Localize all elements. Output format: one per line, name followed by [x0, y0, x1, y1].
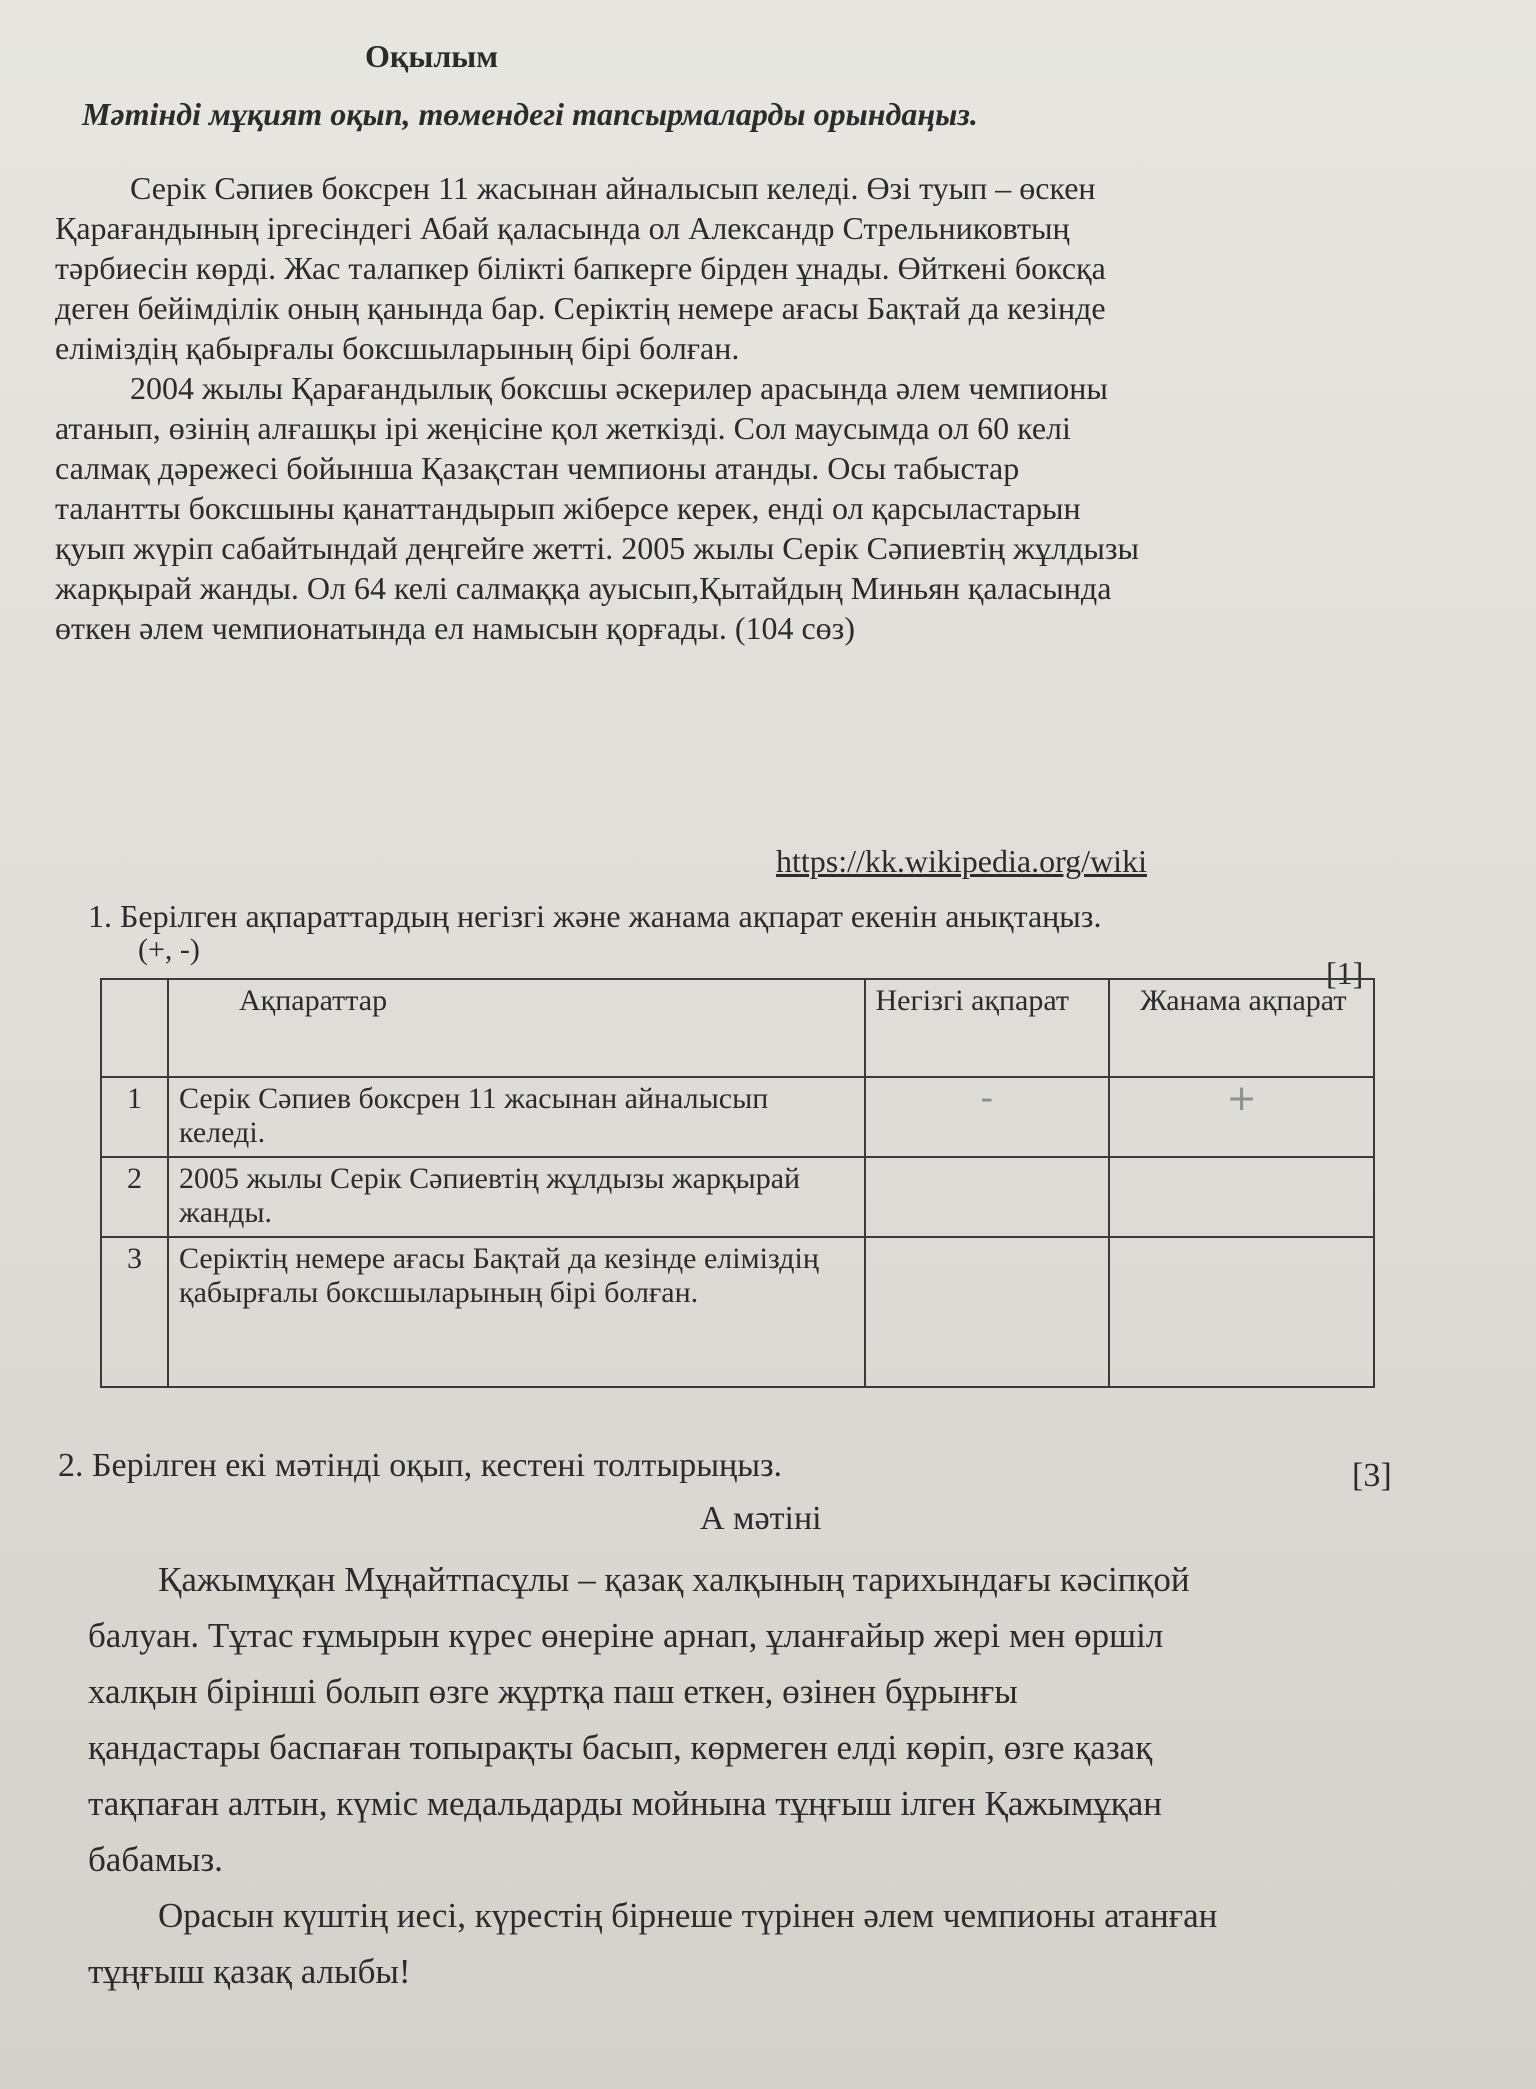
table-row	[101, 1157, 1374, 1237]
passage-line: Орасын күштің иесі, күрестің бірнеше түрінен әлем чемпионы атанған	[158, 1896, 1218, 1935]
passage-line: еліміздің қабырғалы боксшыларының бірі болған.	[55, 330, 740, 366]
source-link[interactable]: https://kk.wikipedia.org/wiki	[776, 843, 1147, 879]
passage-line: деген бейімділік оның қанында бар. Серіктің немере ағасы Бақтай да кезінде	[55, 290, 1106, 326]
instruction-text: Мәтінді мұқият оқып, төмендегі тапсырмаларды орындаңыз.	[82, 96, 978, 132]
answer-cell-main[interactable]	[865, 1237, 1110, 1387]
answer-cell-main[interactable]	[865, 1157, 1110, 1237]
answer-cell-secondary[interactable]: +	[1109, 1077, 1374, 1157]
passage-line: тәрбиесін көрді. Жас талапкер білікті бапкерге бірден ұнады. Өйткені боксқа	[55, 250, 1106, 286]
passage-line: атанып, өзінің алғашқы ірі жеңісіне қол жеткізді. Сол маусымда ол 60 келі	[55, 410, 1071, 446]
answer-cell-secondary[interactable]	[1109, 1237, 1374, 1387]
question-1-text: 1. Берілген ақпараттардың негізгі және жанама ақпарат екенін анықтаңыз.	[88, 898, 1102, 934]
passage-line: Серік Сәпиев боксрен 11 жасынан айналысып келеді. Өзі туып – өскен	[130, 170, 1096, 206]
answer-cell-main[interactable]: -	[865, 1077, 1110, 1157]
passage-line: Қажымұқан Мұңайтпасұлы – қазақ халқының тарихындағы кәсіпқой	[158, 1560, 1190, 1599]
header-info: Ақпараттар	[168, 979, 864, 1077]
header-main-info: Негізгі ақпарат	[865, 979, 1110, 1077]
passage-line: қуып жүріп сабайтындай деңгейге жетті. 2005 жылы Серік Сәпиевтің жұлдызы	[55, 530, 1139, 566]
passage-line: 2004 жылы Қарағандылық боксшы әскерилер арасында әлем чемпионы	[130, 370, 1108, 406]
passage-1	[55, 168, 1385, 648]
passage-2	[88, 1552, 1408, 2000]
passage-line: талантты боксшыны қанаттандырып жіберсе керек, енді ол қарсыластарын	[55, 490, 1081, 526]
passage-line: салмақ дәрежесі бойынша Қазақстан чемпионы атанды. Осы табыстар	[55, 450, 1020, 486]
header-number	[101, 979, 168, 1077]
answer-cell-secondary[interactable]	[1109, 1157, 1374, 1237]
text-a-title: А мәтіні	[700, 1500, 822, 1537]
passage-line: халқын бірінші болып өзге жұртқа паш еткен, өзінен бұрынғы	[88, 1672, 1018, 1711]
passage-line: тұңғыш қазақ алыбы!	[88, 1952, 411, 1991]
question-2-text: 2. Берілген екі мәтінді оқып, кестені толтырыңыз.	[58, 1447, 783, 1484]
question-2-score: [3]	[1352, 1457, 1392, 1494]
table-row	[101, 1237, 1374, 1387]
row-number: 1	[101, 1077, 168, 1157]
passage-line: бабамыз.	[88, 1840, 223, 1879]
question-1-score: [1]	[1326, 955, 1364, 991]
page-title: Оқылым	[365, 38, 499, 74]
passage-line: Қарағандының іргесіндегі Абай қаласында ол Александр Стрельниковтың	[55, 210, 1070, 246]
header-secondary-info: Жанама ақпарат	[1109, 979, 1374, 1077]
passage-line: балуан. Тұтас ғұмырын күрес өнеріне арнап, ұланғайыр жері мен өршіл	[88, 1616, 1164, 1655]
row-number: 3	[101, 1237, 168, 1387]
passage-line: қандастары баспаған топырақты басып, көрмеген елді көріп, өзге қазақ	[88, 1728, 1153, 1767]
row-text: Серіктің немере ағасы Бақтай да кезінде еліміздің қабырғалы боксшыларының бірі болған.	[168, 1237, 864, 1387]
passage-line: тақпаған алтын, күміс медальдарды мойнына тұңғыш ілген Қажымұқан	[88, 1784, 1162, 1823]
passage-line: жарқырай жанды. Ол 64 келі салмаққа ауысып,Қытайдың Миньян қаласында	[55, 570, 1112, 606]
row-text: 2005 жылы Серік Сәпиевтің жұлдызы жарқырай жанды.	[168, 1157, 864, 1237]
row-number: 2	[101, 1157, 168, 1237]
passage-line: өткен әлем чемпионатында ел намысын қорғады. (104 сөз)	[55, 610, 855, 646]
info-table	[100, 978, 1375, 1388]
row-text: Серік Сәпиев боксрен 11 жасынан айналысып келеді.	[168, 1077, 864, 1157]
question-1-hint: (+, -)	[138, 933, 200, 966]
table-header-row	[101, 979, 1374, 1077]
table-row	[101, 1077, 1374, 1157]
